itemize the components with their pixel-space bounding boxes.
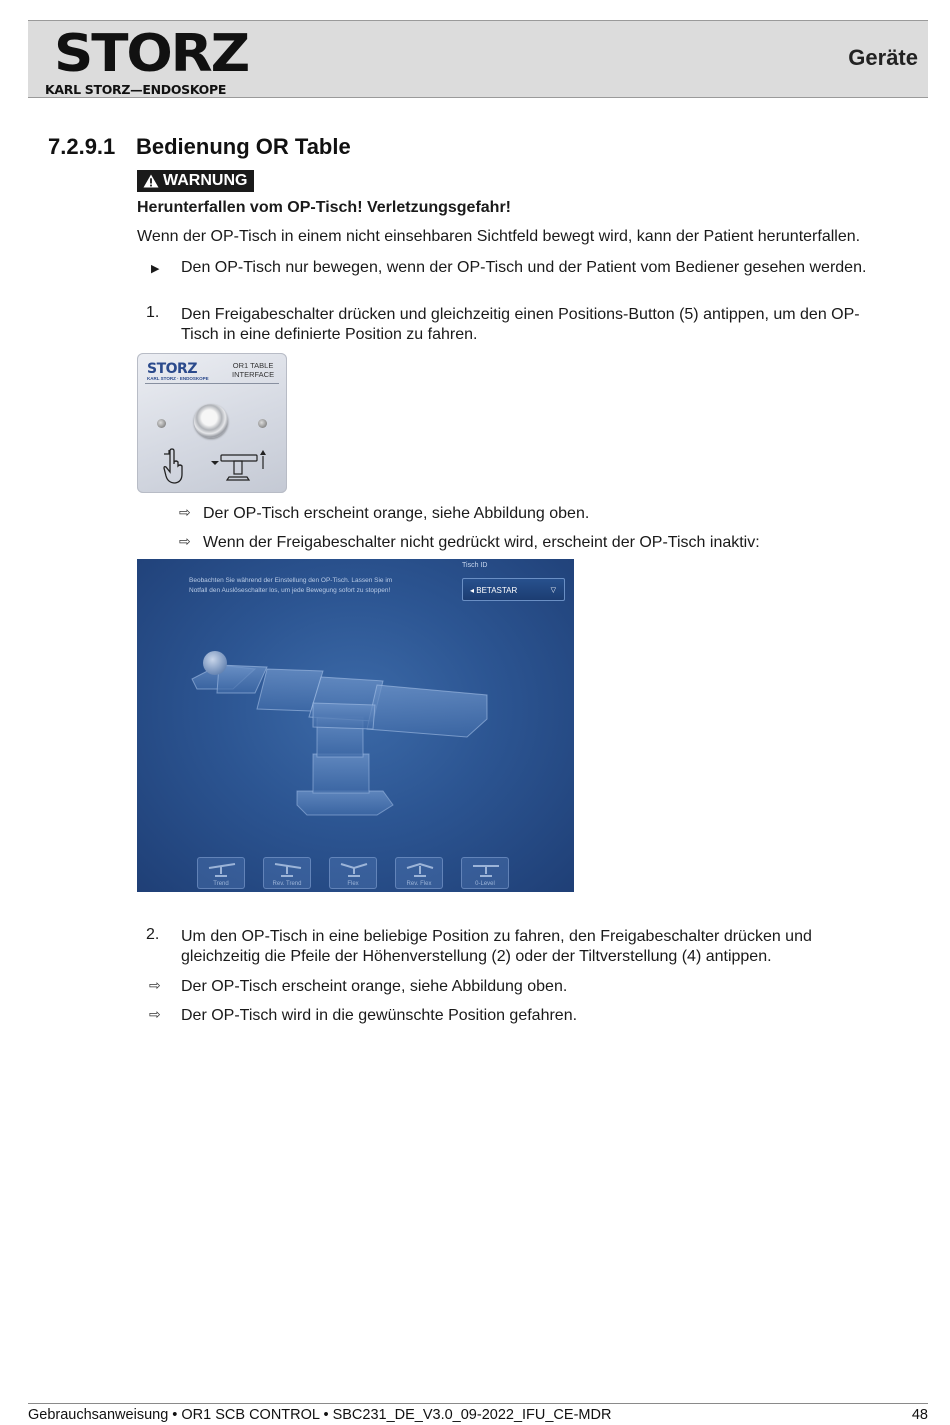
panel-logo: STORZ [147, 361, 197, 377]
footer-divider [28, 1403, 928, 1404]
release-switch-button [194, 404, 228, 438]
table-id-label: Tisch ID [462, 562, 488, 569]
result-arrow-icon: ⇨ [179, 504, 191, 520]
panel-label [232, 361, 274, 379]
section-number: 7.2.9.1 [48, 134, 116, 159]
preset-rev-flex-label: Rev. Flex [406, 881, 432, 887]
preset-trend-button [197, 857, 245, 889]
step-2-result-2: Der OP-Tisch wird in die gewünschte Position gefahren. [181, 1007, 578, 1024]
preset-rev-trend-label: Rev. Trend [272, 881, 302, 887]
step-1-line-2: Tisch in eine definierte Position zu fahren. [181, 326, 478, 343]
step-2-line-1: Um den OP-Tisch in eine beliebige Position zu fahren, den Freigabeschalter drücken und [181, 928, 812, 945]
storz-logo [36, 24, 249, 97]
result-arrow-icon: ⇨ [149, 977, 161, 993]
step-1-number: 1. [146, 304, 160, 321]
panel-logo-sub: KARL STORZ · ENDOSKOPE [147, 376, 209, 381]
table-height-icon [207, 447, 269, 483]
preset-flex-button [329, 857, 377, 889]
preset-0-level-label: 0-Level [475, 881, 495, 887]
page-header [28, 20, 928, 98]
dropdown-chevron-icon: ▽ [550, 587, 556, 594]
panel-divider [145, 383, 279, 384]
preset-flex-label: Flex [347, 881, 359, 887]
or-table-3d-graphic [137, 559, 574, 892]
table-level-icon [471, 862, 501, 878]
table-rev-trend-icon [273, 862, 303, 878]
table-flex-icon [339, 862, 369, 878]
result-arrow-icon: ⇨ [179, 533, 191, 549]
warning-text: Wenn der OP-Tisch in einem nicht einsehbaren Sichtfeld bewegt wird, kann der Patient herunterfallen. [137, 228, 861, 245]
step-1-result-1: Der OP-Tisch erscheint orange, siehe Abbildung oben. [203, 505, 590, 522]
preset-0-level-button [461, 857, 509, 889]
page-number: 48 [911, 1407, 928, 1423]
panel-screw [157, 419, 166, 428]
step-2-number: 2. [146, 926, 160, 943]
footer-document-info: Gebrauchsanweisung • OR1 SCB CONTROL • SBC231_DE_V3.0_09-2022_IFU_CE-MDR [28, 1407, 612, 1423]
header-title: Geräte [848, 45, 918, 70]
screen-hint-line-2: Notfall den Auslöseschalter los, um jede Bewegung sofort zu stoppen! [189, 587, 391, 594]
section-heading [48, 134, 351, 160]
step-1-result-2: Wenn der Freigabeschalter nicht gedrückt wird, erscheint der OP-Tisch inaktiv: [203, 534, 760, 551]
table-rev-flex-icon [405, 862, 435, 878]
table-trend-icon [207, 862, 237, 878]
or-table-screen-image [137, 559, 574, 892]
warning-badge [137, 170, 254, 192]
logo-subtitle: KARL STORZ—ENDOSKOPE [45, 82, 227, 97]
preset-buttons [197, 857, 527, 890]
warning-badge-label: WARNUNG [163, 172, 248, 189]
logo-wordmark: STORZ [54, 24, 249, 84]
step-2-result-1: Der OP-Tisch erscheint orange, siehe Abbildung oben. [181, 978, 568, 995]
step-1-line-1: Den Freigabeschalter drücken und gleichzeitig einen Positions-Button (5) antippen, um den OP- [181, 306, 860, 323]
hand-press-icon [161, 448, 187, 486]
result-arrow-icon: ⇨ [149, 1006, 161, 1022]
preset-rev-trend-button [263, 857, 311, 889]
panel-label-line-2: INTERFACE [232, 370, 275, 379]
preset-trend-label: Trend [213, 881, 229, 887]
step-2-line-2: gleichzeitig die Pfeile der Höhenverstellung (2) oder der Tiltverstellung (4) antippen. [181, 948, 772, 965]
bullet-triangle-icon: ▶ [151, 263, 160, 275]
warning-headline: Herunterfallen vom OP-Tisch! Verletzungsgefahr! [137, 199, 512, 216]
table-id-value: BETASTAR [476, 586, 518, 595]
dropdown-left-arrow-icon: ◂ [470, 586, 477, 595]
warning-action: Den OP-Tisch nur bewegen, wenn der OP-Tisch und der Patient vom Bediener gesehen werden. [181, 259, 867, 276]
screen-hint-line-1: Beobachten Sie während der Einstellung den OP-Tisch. Lassen Sie im [189, 577, 393, 584]
section-title: Bedienung OR Table [136, 134, 351, 159]
preset-rev-flex-button [395, 857, 443, 889]
panel-screw [258, 419, 267, 428]
or-table-interface-panel-image [137, 353, 287, 493]
warning-triangle-icon [143, 174, 159, 188]
panel-label-line-1: OR1 TABLE [232, 361, 274, 370]
